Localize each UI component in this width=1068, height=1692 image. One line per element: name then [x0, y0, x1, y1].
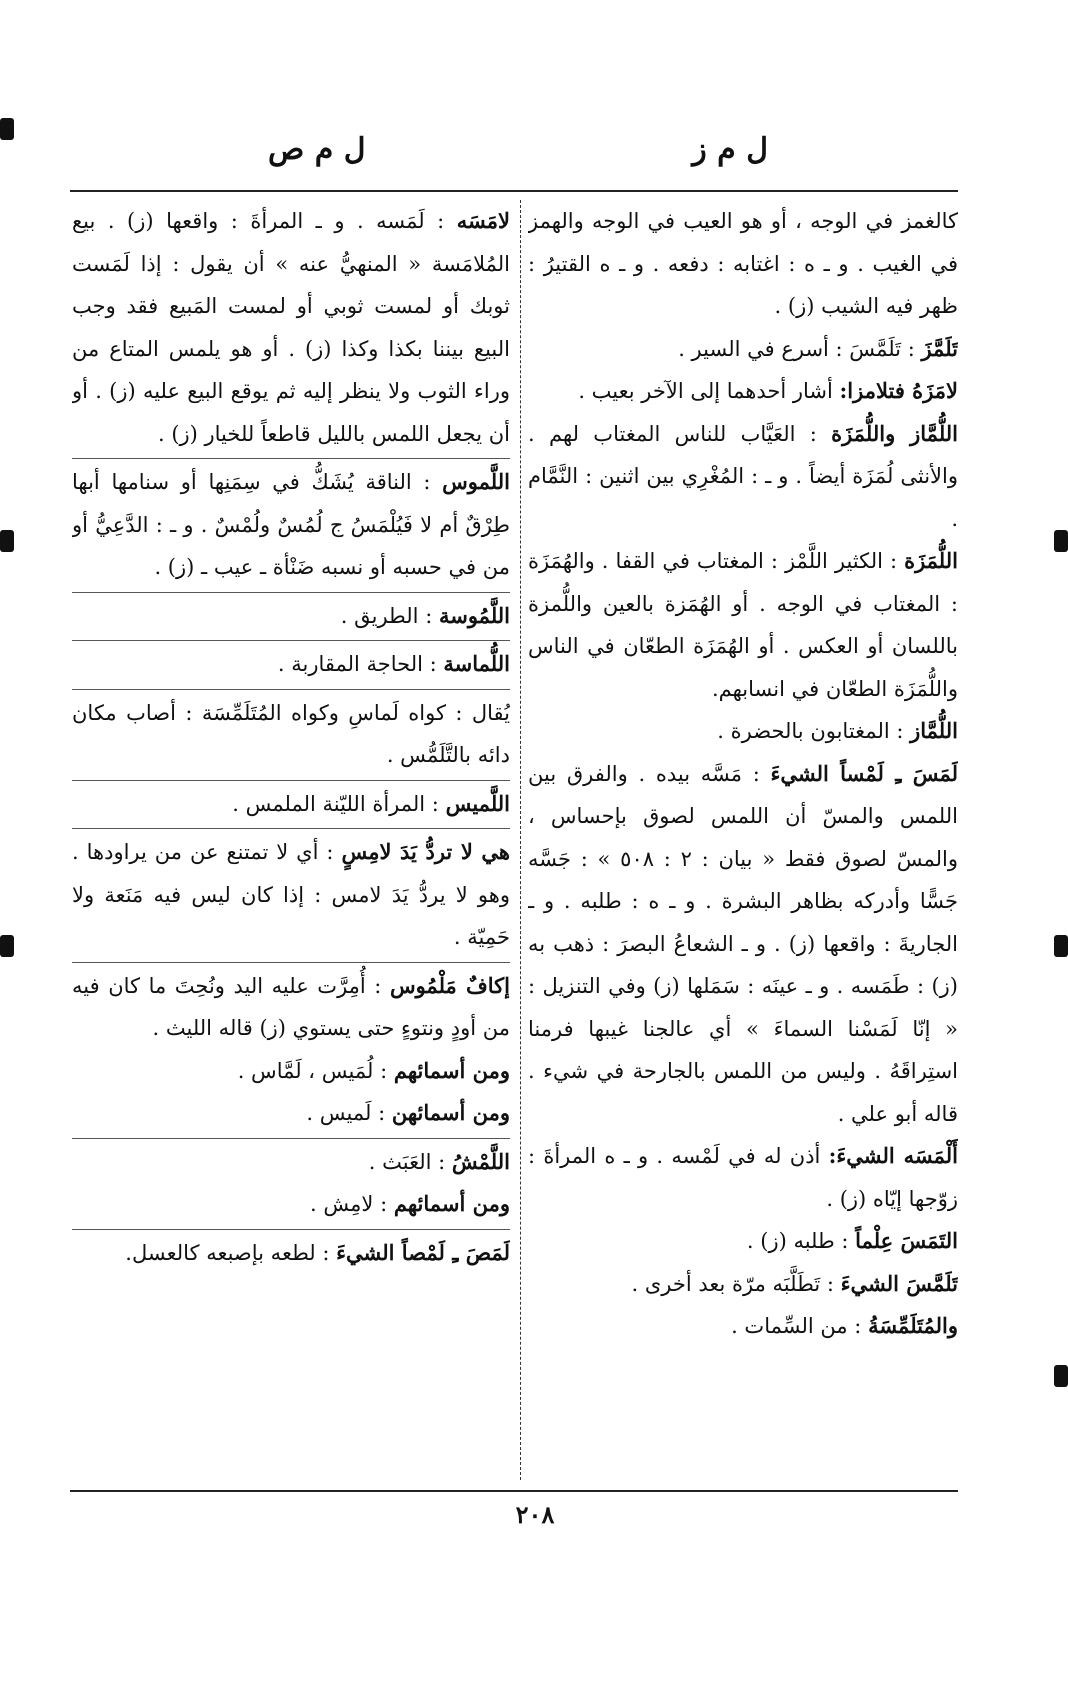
entry-definition: : من السِّمات . — [731, 1314, 862, 1338]
entry-definition: : مَسَّه بيده . والفرق بين اللمس والمسّ أن اللمس لصوق بإحساس ، والمسّ لصوق فقط « بيان : ٢ : ٥٠٨ » : جَسَّه جَسًّا وأدركه بظاهر البشرة . و ـ ه : طلبه . و ـ الجاريةَ : واقعها (ز) . و ـ الشعاعُ البصرَ : ذهب به (ز) : طَمَسه . و ـ عينَه : سَمَلها (ز) وفي التنزيل : « إنّا لَمَسْنا السماءَ » أي عالجنا غيبها فرمنا استِراقَهُ . وليس من اللمس بالجارحة في شيء . قاله أبو علي . — [528, 761, 958, 1126]
entry-definition: : أي لا تمتنع عن من يراودها . وهو لا يردُّ يَدَ لامس : إذا كان ليس فيه مَنَعة ولا حَمِيّة . — [72, 840, 510, 949]
entry-definition: : المرأة الليّنة الملمس . — [232, 791, 439, 816]
entry-definition: : تَطَلَّبَه مرّة بعد أخرى . — [631, 1271, 834, 1296]
dictionary-entry — [528, 328, 958, 371]
scan-edge-mark — [1054, 530, 1068, 552]
entry-definition: : الناقة يُشَكُّ في سِمَنِها أو سنامها أبها طِرْقٌ أم لا فَيُلْمَسُ ج لُمُسٌ ولُمْسٌ . و ـ : الدَّعِيُّ أو من في حسبه أو نسبه ضَنْأة ـ عيب ـ (ز) . — [72, 470, 510, 579]
column-divider — [520, 200, 521, 1480]
entry-definition: أشار أحدهما إلى الآخر بعيب . — [578, 379, 833, 403]
entry-headword: هي لا تردُّ يَدَ لامِسٍ — [341, 839, 510, 864]
entry-headword: تَلَمَّزَ — [921, 335, 958, 361]
entry-definition: : لطعه بإصبعه كالعسل. — [125, 1240, 330, 1265]
footer-rule — [70, 1490, 958, 1492]
entry-definition: : العَبَث . — [368, 1149, 446, 1174]
dictionary-entry — [72, 1183, 510, 1226]
entry-headword: اللُّمَّاز واللُّمَزَة — [831, 420, 958, 446]
entry-definition: : لَمَسه . و ـ المرأةَ : واقعها (ز) . بيع المُلامَسة « المنهيُّ عنه » أن يقول : إذا لَمَست ثوبك أو لمست ثوبي أو لمست المَبيع فقد وجب البيع بيننا بكذا وكذا (ز) . أو هو يلمس المتاع من وراء الثوب ولا ينظر إليه ثم يوقع البيع عليه (ز) . أو أن يجعل اللمس بالليل قاطعاً للخيار (ز) . — [72, 209, 510, 446]
dictionary-entry — [72, 962, 510, 1050]
entry-definition: : العَيَّاب للناس المغتاب لهم . والأنثى لُمَزَة أيضاً . و ـ : المُغْرِي بين اثنين : النَّمَّام . — [528, 421, 958, 531]
left-column — [72, 200, 510, 1485]
entry-headword: اللَّمُوسة — [438, 602, 510, 628]
dictionary-entry — [72, 458, 510, 589]
dictionary-entry — [528, 1135, 958, 1220]
entry-definition: : أُمِرَّت عليه اليد ونُحِتَ ما كان فيه من أودٍ ونتوءٍ حتى يستوي (ز) قاله الليث . — [72, 973, 510, 1040]
entry-definition: يُقال : كواه لَماسِ وكواه المُتَلَمِّسَة : أصاب مكان دائه بالتَّلَمُّس . — [72, 700, 510, 767]
dictionary-entry — [528, 370, 958, 413]
entry-headword: لامَزَهُ فتلامزا: — [839, 378, 958, 403]
entry-definition: : الطريق . — [340, 603, 433, 628]
dictionary-entry — [528, 753, 958, 1136]
entry-headword: ومن أسمائهن — [391, 1100, 510, 1125]
dictionary-entry — [72, 689, 510, 777]
entry-headword: لَمَسَ ـِ لَمْساً الشيءَ — [770, 760, 958, 786]
scan-edge-mark — [0, 118, 14, 140]
entry-headword: اللَّموس — [442, 469, 510, 494]
entry-definition: : لامِش . — [310, 1192, 388, 1216]
dictionary-entry — [528, 1220, 958, 1263]
entry-headword: إكافٌ مَلْمُوس — [389, 972, 510, 998]
page-number: ٢٠٨ — [515, 1500, 555, 1529]
dictionary-entry — [72, 1138, 510, 1184]
entry-headword: اللُّمَزَة — [904, 548, 958, 573]
dictionary-entry — [528, 413, 958, 541]
entry-headword: والمُتَلَمِّسَةُ — [868, 1313, 958, 1338]
entry-headword: تَلَمَّسَ الشيءَ — [840, 1270, 958, 1296]
entry-headword: لَمَصَ ـِ لَمْصاً الشيءَ — [336, 1239, 510, 1265]
dictionary-entry — [528, 710, 958, 753]
entry-headword: ومن أسمائهم — [393, 1191, 510, 1216]
header-root-right: ل م ز — [692, 132, 768, 167]
dictionary-entry — [72, 1092, 510, 1135]
dictionary-entry — [72, 1050, 510, 1093]
dictionary-entry — [528, 1305, 958, 1348]
dictionary-entry — [72, 780, 510, 826]
header-rule — [70, 190, 958, 192]
entry-headword: التَمَسَ عِلْماً — [855, 1228, 958, 1253]
dictionary-entry — [528, 200, 958, 328]
entry-definition: أذن له في لَمْسه . و ـ ه المرأةَ : زوّجها إيّاه (ز) . — [528, 1144, 958, 1211]
entry-headword: لامَسَه — [456, 208, 510, 233]
entry-headword: اللُّماسة — [443, 651, 510, 676]
dictionary-entry — [72, 200, 510, 455]
entry-headword: اللَّميس — [445, 790, 510, 816]
entry-headword: أَلْمَسَه الشيءَ: — [828, 1143, 958, 1168]
entry-definition: كالغمز في الوجه ، أو هو العيب في الوجه والهمز في الغيب . و ـ ه : اغتابه : دفعه . و ـ ه القتيرُ : ظهر فيه الشيب (ز) . — [528, 209, 958, 318]
dictionary-entry — [528, 540, 958, 710]
entry-definition: : طلبه (ز) . — [746, 1229, 849, 1253]
scan-edge-mark — [1054, 935, 1068, 957]
dictionary-entry — [72, 828, 510, 959]
header-root-left: ل م ص — [268, 132, 366, 167]
entry-definition: : الحاجة المقاربة . — [277, 652, 437, 676]
entry-definition: : المغتابون بالحضرة . — [717, 719, 904, 743]
dictionary-entry — [72, 592, 510, 638]
dictionary-entry — [528, 1263, 958, 1306]
entry-definition: : الكثير اللَّمْز : المغتاب في القفا . والهُمَزَة : المغتاب في الوجه . أو الهُمَزة بالعين واللُّمزة باللسان أو العكس . أو الهُمَزَة الطعّان في الناس واللُّمَزَة الطعّان في انسابهم. — [528, 549, 958, 701]
entry-definition: : لُمَيس ، لَمَّاس . — [237, 1058, 388, 1083]
entry-headword: ومن أسمائهم — [393, 1057, 510, 1083]
right-column — [528, 200, 958, 1485]
entry-definition: : تَلَمَّسَ : أسرع في السير . — [678, 336, 915, 361]
scan-edge-mark — [0, 935, 14, 957]
entry-headword: اللُّمَّاز — [910, 718, 958, 743]
entry-headword: اللَّمْشُ — [451, 1148, 510, 1174]
scan-edge-mark — [0, 530, 14, 552]
scan-edge-mark — [1054, 1365, 1068, 1387]
dictionary-entry — [72, 1229, 510, 1275]
entry-definition: : لَميس . — [306, 1101, 386, 1125]
dictionary-entry — [72, 640, 510, 686]
